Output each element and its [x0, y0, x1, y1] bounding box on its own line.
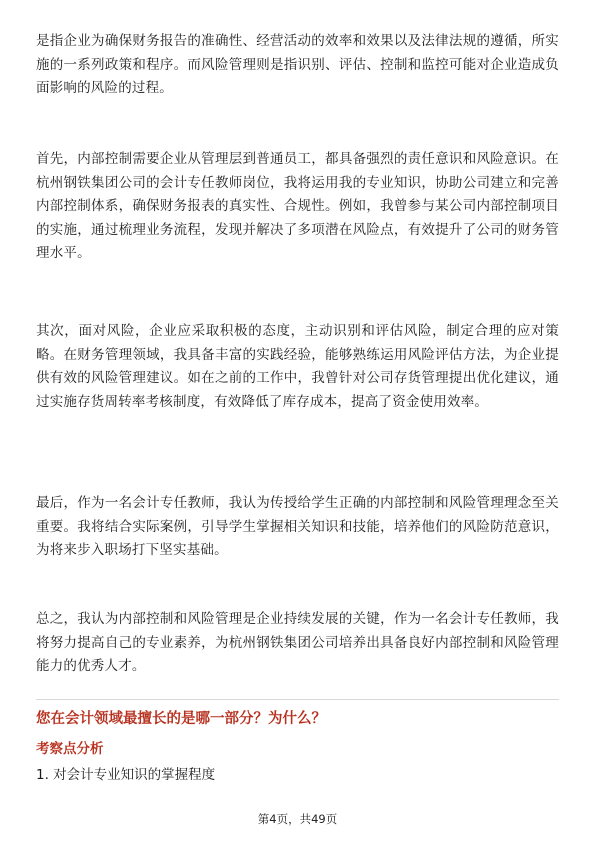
- analysis-point: 1. 对会计专业知识的掌握程度: [36, 767, 216, 783]
- body-paragraph: 其次，面对风险，企业应采取积极的态度，主动识别和评估风险，制定合理的应对策略。在财务管理领域，我具备丰富的实践经验，能够熟练运用风险评估方法，为企业提供有效的风险管理建议。如在之前的工作中，我曾针对公司存货管理提出优化建议，通过实施存货周转率考核制度，有效降低了库存成本，提高了资金使用效率。: [36, 323, 559, 410]
- section-divider: [36, 699, 559, 700]
- page-number: 第4页，共49页: [257, 812, 338, 826]
- body-paragraph: 是指企业为确保财务报告的准确性、经营活动的效率和效果以及法律法规的遵循，所实施的一系列政策和程序。而风险管理则是指识别、评估、控制和监控可能对企业造成负面影响的风险的过程。: [36, 33, 559, 96]
- analysis-heading: 考察点分析: [36, 741, 104, 757]
- interview-question: 您在会计领域最擅长的是哪一部分？为什么？: [36, 711, 326, 727]
- body-paragraph: 总之，我认为内部控制和风险管理是企业持续发展的关键，作为一名会计专任教师，我将努力提高自己的专业素养，为杭州钢铁集团公司培养出具备良好内部控制和风险管理能力的优秀人才。: [36, 611, 559, 674]
- body-paragraph: 首先，内部控制需要企业从管理层到普通员工，都具备强烈的责任意识和风险意识。在杭州钢铁集团公司的会计专任教师岗位，我将运用我的专业知识，协助公司建立和完善内部控制体系，确保财务报表的真实性、合规性。例如，我曾参与某公司内部控制项目的实施，通过梳理业务流程，发现并解决了多项潜在风险点，有效提升了公司的财务管理水平。: [36, 151, 559, 261]
- body-paragraph: 最后，作为一名会计专任教师，我认为传授给学生正确的内部控制和风险管理理念至关重要。我将结合实际案例，引导学生掌握相关知识和技能，培养他们的风险防范意识，为将来步入职场打下坚实基础。: [36, 495, 559, 558]
